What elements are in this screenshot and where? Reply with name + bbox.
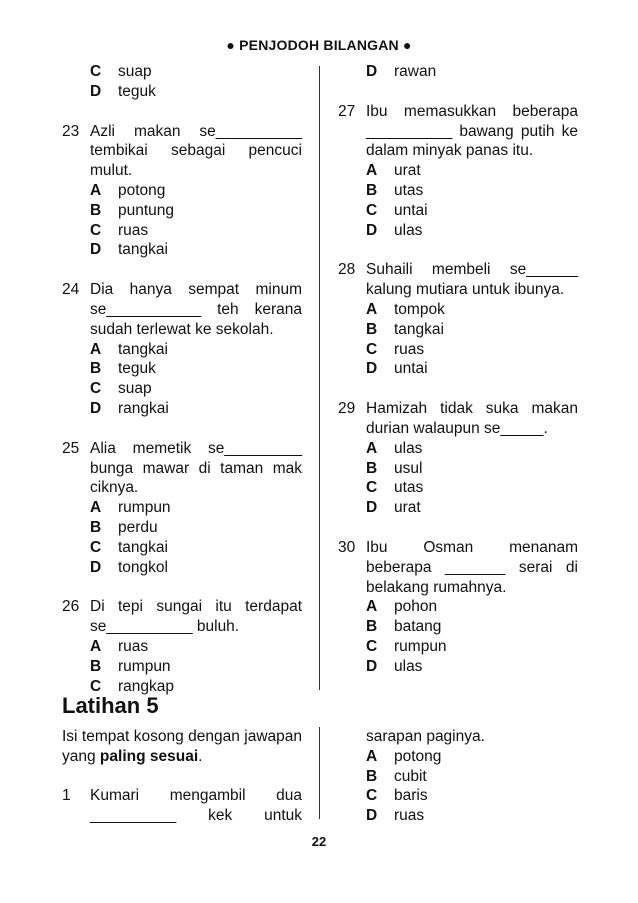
question-number: 29 (338, 400, 356, 418)
option-text: ulas (394, 221, 423, 239)
option-text: tangkai (118, 538, 168, 556)
option-text: puntung (118, 201, 175, 219)
option-letter: A (366, 300, 378, 318)
option-letter: B (90, 518, 102, 536)
question-26 (62, 597, 302, 696)
option-item (90, 221, 302, 241)
instruction (62, 727, 302, 767)
question-stem: Ibu Osman menanam beberapa _______ serai di belakang rumahnya. (366, 538, 578, 596)
option-text: rumpun (118, 499, 171, 517)
option-text: cubit (394, 767, 427, 785)
question-stem: Hamizah tidak suka makan durian walaupun se_____. (366, 400, 578, 437)
option-letter: D (366, 499, 378, 517)
question-stem: Dia hanya sempat minum se___________ teh kerana sudah terlewat ke sekolah. (90, 281, 302, 338)
question-number: 26 (62, 598, 80, 616)
option-item (366, 498, 578, 518)
question-23 (62, 122, 302, 261)
question-number: 24 (62, 281, 80, 299)
question-stem: Di tepi sungai itu terdapat se__________ buluh. (90, 598, 302, 636)
option-letter: A (366, 439, 378, 457)
option-item (90, 637, 302, 657)
option-letter: B (366, 181, 378, 199)
option-item (366, 181, 578, 201)
option-item (90, 538, 302, 558)
question-28 (338, 260, 578, 379)
question-number: 23 (62, 122, 80, 140)
option-item (366, 478, 578, 498)
option-text: tangkai (118, 340, 168, 358)
option-item (366, 597, 578, 617)
instruction-text: Isi tempat kosong dengan jawapan yang (62, 728, 302, 765)
column-divider-bottom (319, 727, 320, 819)
question-30 (338, 538, 578, 677)
section-title: Latihan 5 (62, 693, 159, 718)
question-number: 30 (338, 538, 356, 556)
option-item (366, 637, 578, 657)
option-letter: A (366, 162, 378, 180)
question-29 (338, 399, 578, 518)
question-1-continued (338, 727, 578, 826)
option-item (90, 399, 302, 419)
option-letter: A (90, 499, 102, 517)
option-letter: B (366, 767, 378, 785)
option-text: rangkap (118, 677, 175, 695)
option-item (366, 767, 578, 787)
option-text: ruas (394, 340, 425, 358)
question-stem-continued: sarapan paginya. (366, 728, 485, 745)
option-letter: C (366, 787, 378, 805)
option-text: pohon (394, 598, 438, 616)
question-number: 27 (338, 102, 356, 120)
option-letter: D (366, 807, 378, 825)
option-text: perdu (118, 518, 158, 536)
option-item (366, 657, 578, 677)
option-letter: B (366, 618, 378, 636)
option-item (366, 439, 578, 459)
option-letter: A (366, 598, 378, 616)
option-item (366, 201, 578, 221)
option-letter: C (90, 677, 102, 695)
option-letter: D (366, 63, 378, 80)
option-text: baris (394, 787, 428, 805)
option-item (366, 747, 578, 767)
page-header: ● PENJODOH BILANGAN ● (226, 37, 412, 53)
option-item (90, 340, 302, 360)
question-number: 28 (338, 261, 356, 279)
option-letter: C (90, 538, 102, 556)
instruction-emphasis: paling sesuai (99, 747, 199, 765)
option-text: utas (394, 181, 424, 199)
question-stem: Ibu memasukkan beberapa __________ bawang putih ke dalam minyak panas itu. (366, 102, 578, 160)
option-text: suap (118, 63, 152, 80)
option-text: untai (394, 360, 428, 378)
option-letter: D (90, 241, 102, 259)
option-text: batang (394, 618, 442, 636)
option-item (90, 498, 302, 518)
question-stem: Suhaili membeli se______ kalung mutiara untuk ibunya. (366, 261, 578, 299)
option-text: tangkai (394, 320, 444, 338)
option-letter: C (366, 637, 378, 655)
option-letter: C (366, 201, 378, 219)
option-text: tongkol (118, 558, 168, 576)
option-letter: D (90, 399, 102, 417)
option-letter: D (366, 221, 378, 239)
column-divider-top (319, 66, 320, 690)
option-letter: A (90, 340, 102, 358)
question-25 (62, 439, 302, 578)
option-text: tompok (394, 300, 445, 318)
option-item (90, 359, 302, 379)
instruction-end: . (198, 747, 203, 765)
option-item (90, 82, 302, 102)
option-letter: C (90, 221, 102, 239)
option-item (366, 359, 578, 379)
option-letter: B (90, 657, 102, 675)
option-item (90, 62, 302, 82)
option-letter: D (366, 360, 378, 378)
option-letter: A (366, 747, 378, 765)
option-item (90, 181, 302, 201)
option-letter: C (366, 479, 378, 497)
option-letter: D (366, 657, 378, 675)
question-1 (62, 786, 302, 826)
option-item (366, 300, 578, 320)
option-text: ruas (118, 637, 149, 655)
option-text: untai (394, 201, 428, 219)
option-text: urat (394, 162, 421, 180)
option-item (366, 806, 578, 826)
option-letter: C (90, 380, 102, 398)
question-number: 1 (62, 787, 71, 804)
option-text: ruas (118, 221, 149, 239)
option-item (366, 617, 578, 637)
option-text: rawan (394, 63, 437, 80)
option-letter: B (366, 459, 378, 477)
option-item (90, 379, 302, 399)
option-letter: B (90, 201, 102, 219)
option-letter: B (366, 320, 378, 338)
option-text: utas (394, 479, 424, 497)
option-text: usul (394, 459, 423, 477)
option-item (366, 340, 578, 360)
option-text: potong (118, 181, 166, 199)
left-column (62, 62, 302, 696)
option-letter: D (90, 558, 102, 576)
option-text: ulas (394, 657, 423, 675)
option-item (90, 518, 302, 538)
option-text: tangkai (118, 241, 168, 259)
option-text: ruas (394, 807, 425, 825)
option-item (90, 558, 302, 578)
option-text: rumpun (118, 657, 171, 675)
page-number: 22 (311, 834, 327, 849)
option-letter: B (90, 360, 102, 378)
option-text: teguk (118, 82, 156, 100)
option-item (366, 161, 578, 181)
option-item (366, 62, 578, 82)
option-letter: C (366, 340, 378, 358)
question-stem: Kumari mengambil dua __________ kek untuk (90, 787, 302, 824)
option-item (366, 459, 578, 479)
option-letter: A (90, 181, 102, 199)
option-letter: C (90, 63, 102, 80)
option-letter: D (90, 82, 102, 100)
option-item (366, 221, 578, 241)
option-text: rangkai (118, 399, 169, 417)
option-text: teguk (118, 360, 156, 378)
option-item (90, 240, 302, 260)
option-text: urat (394, 499, 421, 517)
option-item (90, 657, 302, 677)
question-stem: Alia memetik se_________ bunga mawar di taman mak ciknya. (90, 439, 302, 497)
option-text: ulas (394, 439, 423, 457)
option-letter: A (90, 637, 102, 655)
option-item (366, 786, 578, 806)
question-stem: Azli makan se__________ tembikai sebagai pencuci mulut. (90, 122, 302, 180)
option-text: potong (394, 747, 442, 765)
right-column (338, 62, 578, 677)
option-text: rumpun (394, 637, 447, 655)
option-item (366, 320, 578, 340)
question-item (62, 786, 302, 826)
option-text: suap (118, 380, 152, 398)
question-24 (62, 280, 302, 419)
question-27 (338, 102, 578, 241)
question-number: 25 (62, 439, 80, 457)
option-item (90, 201, 302, 221)
